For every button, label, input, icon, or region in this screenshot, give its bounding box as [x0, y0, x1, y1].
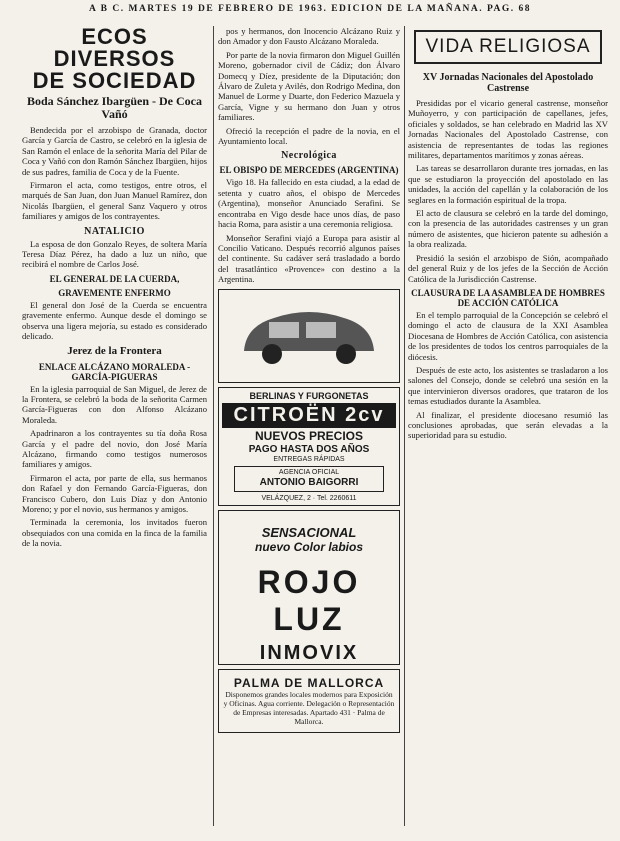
- brand-logo: CITROËN 2cv: [222, 403, 396, 428]
- paragraph: Monseñor Serafini viajó a Europa para asistir al Concilio Vaticano. Después recorrió algunos países del continente. Su cadáver será trasladado a bordo del trasatlántico «Provence» con destino a la Argentina.: [218, 232, 400, 285]
- lipstick-advertisement: [218, 510, 400, 665]
- section-title: DE SOCIEDAD: [32, 68, 197, 93]
- citroen-advertisement: [218, 387, 400, 506]
- car-advertisement-image: [218, 289, 400, 383]
- ad-address: VELÁZQUEZ, 2 · Tel. 2260611: [261, 494, 357, 502]
- paragraph: Presidió la sesión el arzobispo de Sión, acompañado del general Ruiz y de los jefes de la Sección de Acción Católica de la Jurisdicción Castrense.: [408, 252, 608, 284]
- ad-text: PAGO HASTA DOS AÑOS: [248, 443, 370, 455]
- paragraph: Las tareas se desarrollaron durante tres jornadas, en las que se estudiaron la proyección del apostolado en las unidades, la acción del capellán y la colaboración de los seglares en la formación espiritual de la tropa.: [408, 163, 608, 205]
- article-headline: ENLACE ALCÁZANO MORALEDA - GARCÍA-PIGUERAS: [38, 361, 191, 382]
- article-headline: CLAUSURA DE LA ASAMBLEA DE HOMBRES DE ACCIÓN CATÓLICA: [411, 287, 605, 308]
- column-2: [218, 26, 400, 737]
- ad-title: PALMA DE MALLORCA: [233, 675, 385, 690]
- paragraph: El acto de clausura se celebró en la tarde del domingo, con la presencia de las autoridades castrenses y un gran número de asistentes, que hicieron patente su adhesión a la obra realizada.: [408, 208, 608, 250]
- ad-text: Disponemos grandes locales modernos para Exposición y Oficinas. Agua corriente. Delegación o Representación de Empresas interesadas. Apartado 431 · Palma de Mallorca.: [223, 689, 395, 726]
- article-headline: XV Jornadas Nacionales del Apostolado Castrense: [422, 72, 594, 94]
- paragraph: Terminada la ceremonia, los invitados fueron obsequiados con una comida en la finca de la familia de la novia.: [22, 517, 207, 549]
- ad-brand: INMOVIX: [259, 641, 359, 664]
- column-3: [408, 26, 608, 444]
- column-1: [22, 26, 207, 552]
- article-headline: EL GENERAL DE LA CUERDA,: [49, 273, 180, 284]
- ad-text: SENSACIONAL: [261, 524, 357, 540]
- paragraph: En la iglesia parroquial de San Miguel, de Jerez de la Frontera, se celebró la boda de la señorita Carmen García-Figueras con don Alfonso Alcázano Moraleda.: [22, 383, 207, 425]
- paragraph: Por parte de la novia firmaron don Miguel Guillén Moreno, gobernador civil de Cádiz; don Álvaro Domecq y Díez, presidente de la Diputación; don Álvaro de Zuleta y Avilés, don Rodrigo Medina, don Manuel de Lorme y Duarte, don Federico Mazuela y García, Vigne y su hermano don Juan y otros familiares.: [218, 49, 400, 123]
- column-divider: [213, 26, 214, 826]
- paragraph: Ofreció la recepción el padre de la novia, en el Ayuntamiento local.: [218, 125, 400, 147]
- agency-box: [234, 466, 384, 492]
- paragraph: Firmaron el acta, como testigos, entre otros, el marqués de San Juan, don Juan Manuel Ramírez, don Nicolás Ibargüen, el general Sanz Vaquero y otros familiares y amigos de los contrayentes.: [22, 180, 207, 222]
- paragraph: Apadrinaron a los contrayentes su tía doña Rosa García y el padre del novio, don José María Alcázano, firmando como testigos numerosos familiares y amigos.: [22, 428, 207, 470]
- article-headline: GRAVEMENTE ENFERMO: [58, 287, 171, 298]
- palma-advertisement: [218, 669, 400, 733]
- article-headline: Boda Sánchez Ibargüen - De Coca Vañó: [26, 94, 202, 121]
- article-headline: NATALICIO: [84, 225, 145, 237]
- paragraph: Firmaron el acta, por parte de ella, sus hermanos don Rafael y don Fernando García-Figueras, don Francisco Cubero, don Luis Díaz y don Antonio Moreno; y por el novio, sus hermanos y amigos.: [22, 472, 207, 514]
- paragraph: El general don José de la Cuerda se encuentra gravemente enfermo. Aunque desde el domingo se observa una ligera mejoría, su estado es considerado delicado.: [22, 299, 207, 342]
- ad-text: NUEVOS PRECIOS: [254, 428, 364, 443]
- article-headline: Necrológica: [281, 150, 337, 162]
- article-headline: EL OBISPO DE MERCEDES (ARGENTINA): [219, 165, 399, 176]
- agency-name: ANTONIO BAIGORRI: [259, 476, 359, 488]
- section-title-box: VIDA RELIGIOSA: [414, 30, 602, 64]
- ad-brand: ROJO LUZ: [257, 563, 361, 637]
- paragraph: Vigo 18. Ha fallecido en esta ciudad, a la edad de setenta y cuatro años, el obispo de Mercedes (Argentina), monseñor Anunciado Serafini. Se encontraba en Vigo desde hace unos días, de paso hacia Roma, para asistir a una ceremonia religiosa.: [218, 177, 400, 230]
- car-illustration: [234, 296, 384, 376]
- ad-text: BERLINAS Y FURGONETAS: [249, 390, 369, 401]
- paragraph: pos y hermanos, don Inocencio Alcázano Ruiz y don Amador y don Fausto Alcázano Moraleda.: [218, 26, 400, 47]
- page-header: A B C. MARTES 19 DE FEBRERO DE 1963. EDICION DE LA MAÑANA. PAG. 68: [88, 4, 532, 14]
- paragraph: Presididas por el vicario general castrense, monseñor Muñoyerro, y con participación de capellanes, jefes, oficiales y soldados, se han celebrado en Madrid las XV Jornadas Nacionales del Apostolado Castrense, con asistencia de representantes de todas las regiones militares, departamentos marítimos y zonas aéreas.: [408, 98, 608, 161]
- paragraph: Después de este acto, los asistentes se trasladaron a los salones del Consejo, donde se celebró una sesión en la que intervinieron diversos oradores, que trataron de los temas estudiados durante la Asamblea.: [408, 364, 608, 407]
- ad-text: nuevo Color labios: [254, 539, 363, 554]
- ad-text: ENTREGAS RÁPIDAS: [273, 455, 345, 463]
- column-divider: [404, 26, 405, 826]
- paragraph: Bendecida por el arzobispo de Granada, doctor García y García de Castro, se celebró en la iglesia de San Ramón el enlace de la señorita María del Pilar de Coca y Vañó con don Ramón Sánchez Ibargüen, hijos de sus padres, familia de Coca y de la Fuente.: [22, 125, 207, 177]
- paragraph: La esposa de don Gonzalo Reyes, de soltera María Teresa Díaz Pérez, ha dado a luz un niño, que recibirá el nombre de Carlos José.: [22, 238, 207, 270]
- ad-text: AGENCIA OFICIAL: [278, 468, 340, 476]
- paragraph: Al finalizar, el presidente diocesano resumió las conclusiones aprobadas, que serán elevadas a la superioridad para su estudio.: [408, 409, 608, 441]
- paragraph: En el templo parroquial de la Concepción se celebró el domingo el acto de clausura de la XXI Asamblea Diocesana de Hombres de Acción Católica, con asistencia de los presidentes de todos los centros parroquiales de la diócesis.: [408, 309, 608, 362]
- article-headline: Jerez de la Frontera: [67, 344, 162, 357]
- section-title: ECOS DIVERSOS: [53, 24, 176, 71]
